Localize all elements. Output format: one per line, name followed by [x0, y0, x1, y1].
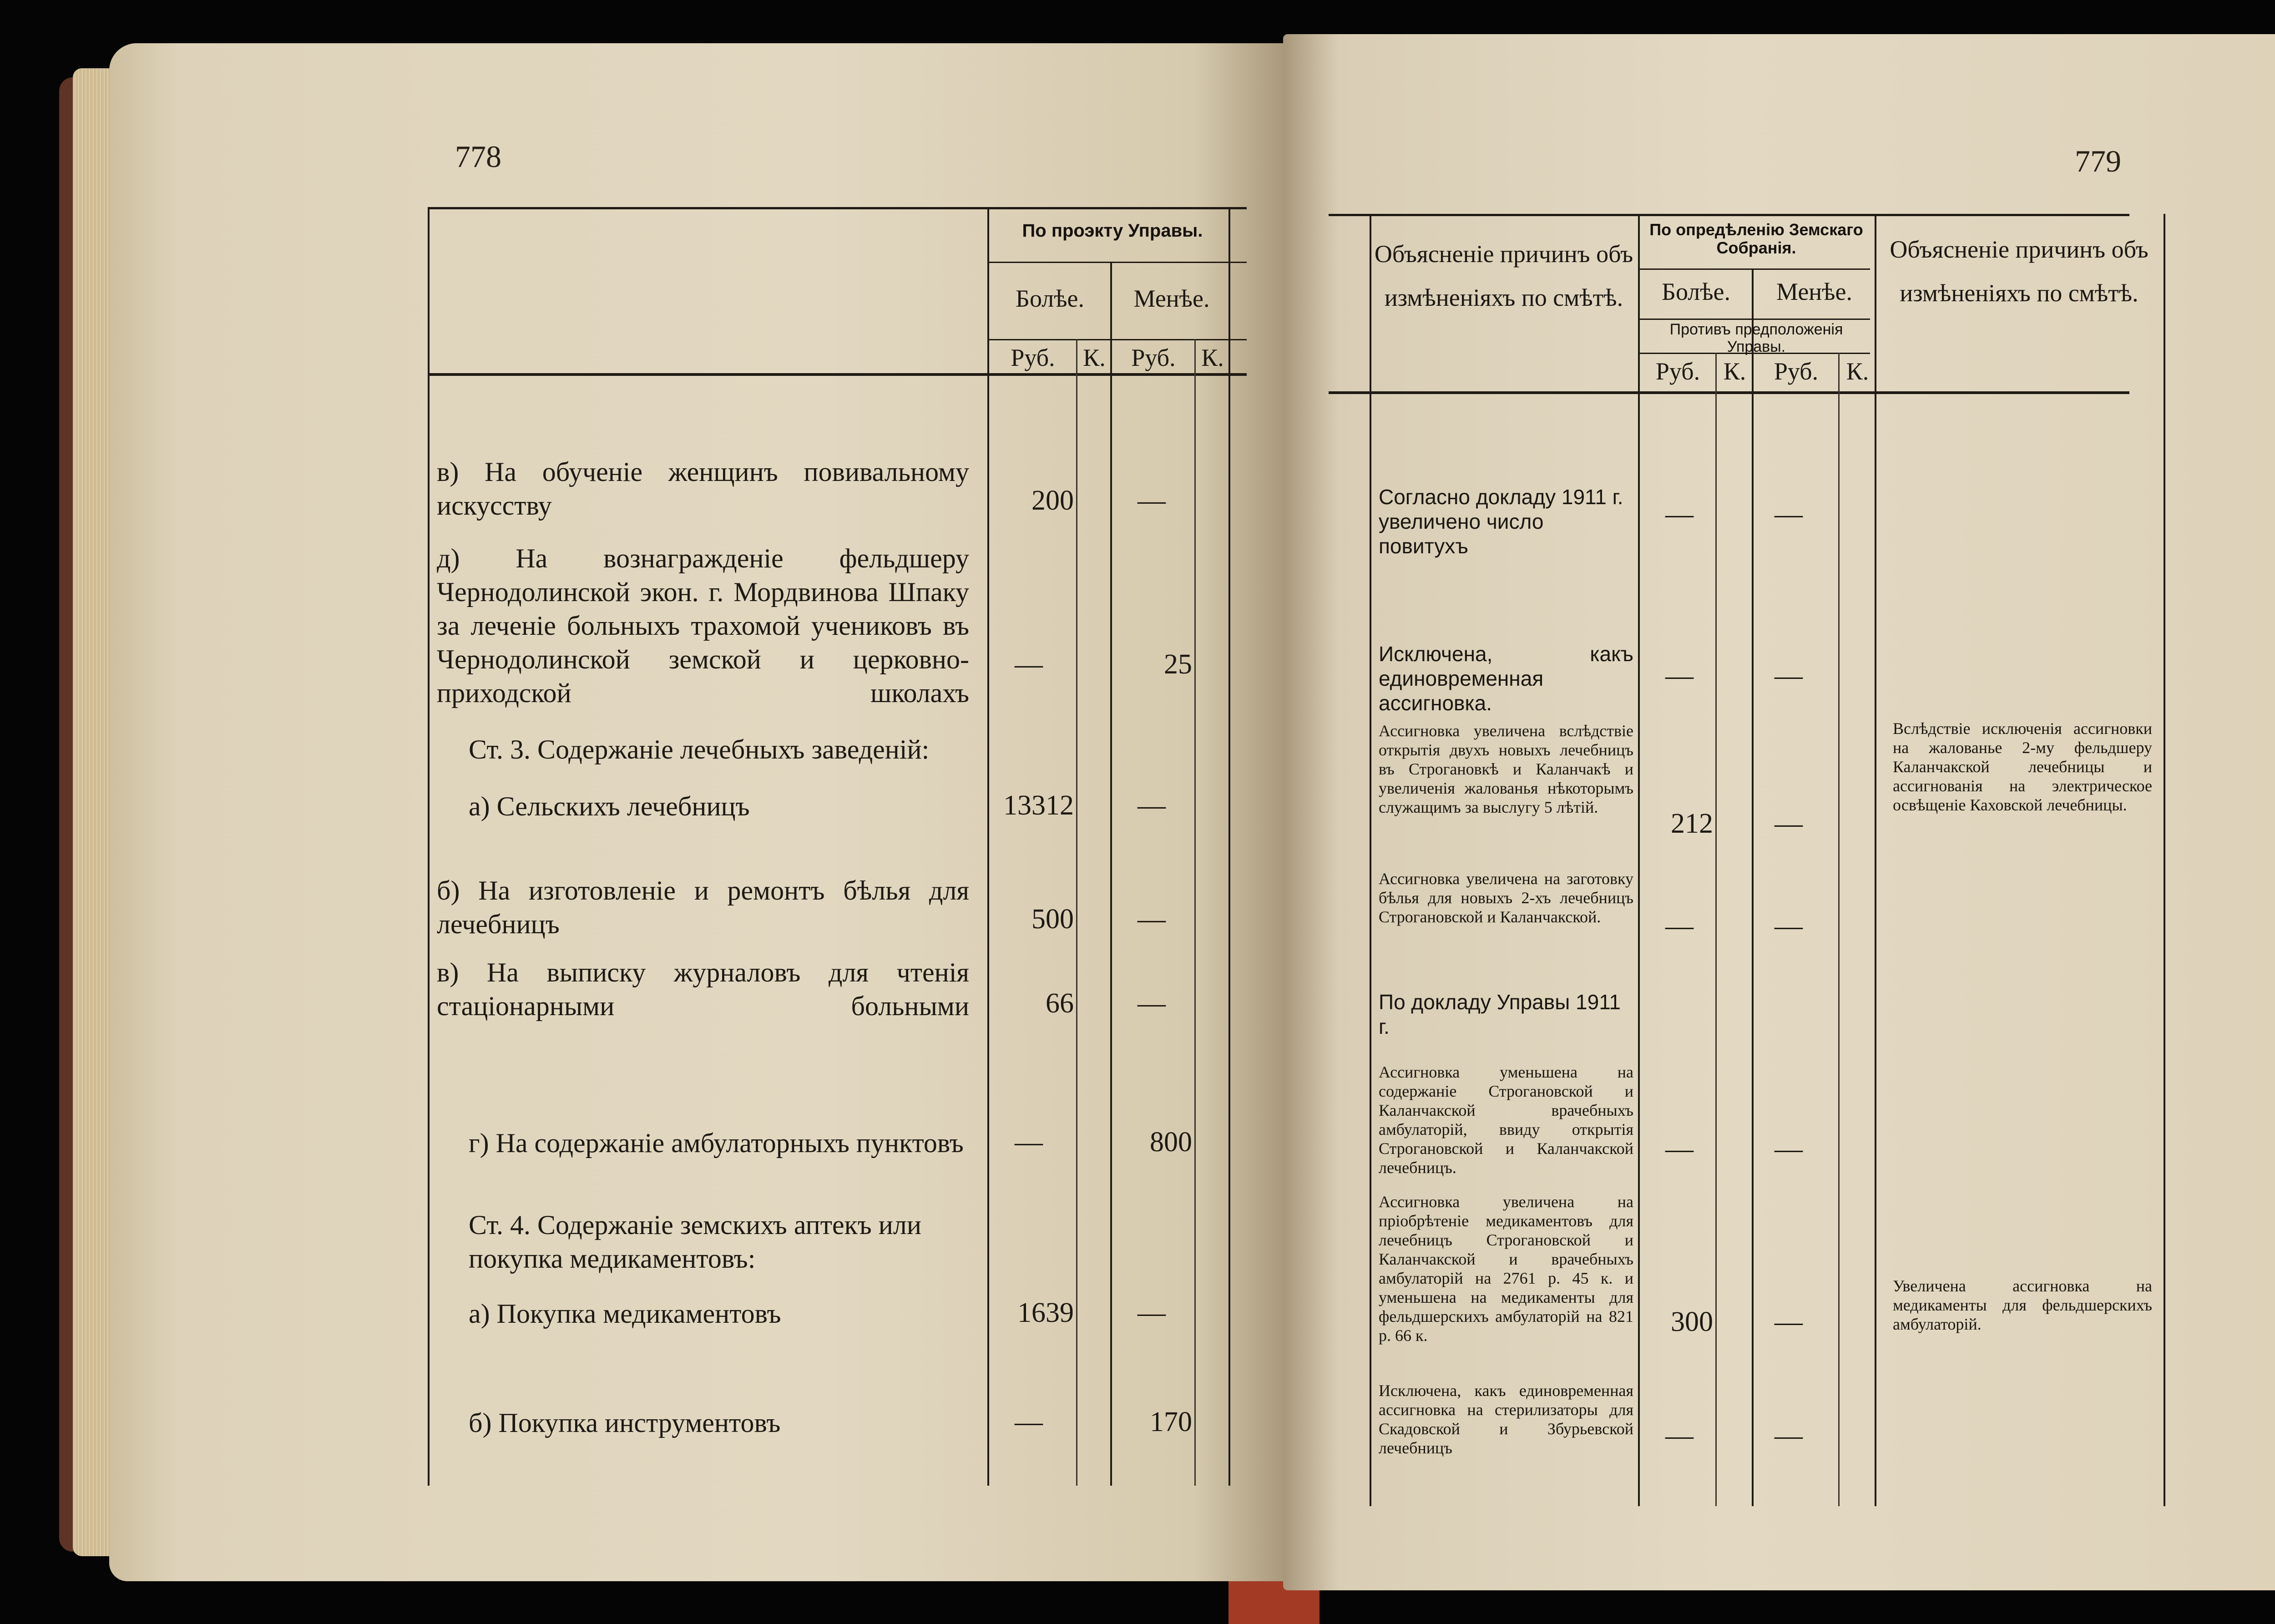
table-row: а) Сельскихъ лечебницъ: [469, 791, 750, 821]
row-more-value: —: [1665, 1133, 1694, 1164]
row-less-value: —: [1774, 499, 1803, 530]
header-rub: Руб.: [1011, 344, 1055, 371]
header-kop-2: К.: [1201, 344, 1224, 371]
header-subrule: [1638, 268, 1870, 270]
row-explanation: По докладу Управы 1911 г.: [1379, 990, 1621, 1038]
row-text: в) На выписку журналовъ для чтенія стаціонарными больными: [437, 957, 969, 1021]
row-less-value: —: [1774, 808, 1803, 839]
table-header-rule: [1329, 391, 2129, 394]
header-more: Болѣе.: [1015, 285, 1085, 312]
row-explanation: Исключена, какъ единовременная ассигновка на стерилизаторы для Скадовской и Збурьевской лечебницъ: [1379, 1381, 1633, 1457]
table-row: [437, 541, 969, 710]
header-kop: К.: [1723, 358, 1746, 385]
header-more: Болѣе.: [1661, 278, 1731, 305]
row-less-value: —: [1138, 1297, 1166, 1328]
header-kop: К.: [1083, 344, 1106, 371]
row-more-value: —: [1665, 911, 1694, 941]
row-less-value: 170: [1150, 1406, 1192, 1437]
col-divider-more: [987, 207, 989, 1486]
row-explanation: Исключена, какъ единовременная ассигновка.: [1379, 642, 1633, 715]
col-divider-explanation: [1370, 214, 1371, 1506]
col-divider-less: [1110, 262, 1112, 1486]
row-note: Вслѣдствіе исключенія ассигновки на жалованье 2-му фельдшеру Каланчакской лечебницы и ассигнованія на электрическое освѣщеніе Каховской лечебницы.: [1893, 719, 2152, 814]
row-more-value: 212: [1671, 808, 1713, 839]
col-divider-kop: [1076, 339, 1077, 1486]
header-project-title: По проэкту Управы.: [1022, 221, 1203, 241]
row-less-value: —: [1138, 904, 1166, 935]
table-row: [437, 455, 969, 522]
section-heading: Ст. 4. Содержаніе земскихъ аптекъ или покупка медикаментовъ:: [469, 1210, 921, 1274]
section-heading: Ст. 3. Содержаніе лечебныхъ заведеній:: [469, 734, 930, 764]
row-more-value: —: [1015, 1127, 1043, 1158]
header-against-proposal: Противъ предположенія Управы.: [1669, 321, 1843, 355]
row-less-value: 25: [1164, 649, 1192, 680]
row-text: б) На изготовленіе и ремонтъ бѣлья для лечебницъ: [437, 875, 969, 939]
table-row: [437, 874, 969, 941]
row-less-value: —: [1774, 911, 1803, 941]
col-divider-less: [1752, 268, 1754, 1506]
row-more-value: 13312: [1003, 790, 1074, 821]
row-more-value: —: [1015, 649, 1043, 680]
header-less: Менѣе.: [1776, 278, 1852, 305]
header-rub-2: Руб.: [1774, 358, 1819, 385]
row-more-value: 200: [1031, 485, 1074, 516]
header-subrule-2: [987, 339, 1247, 340]
row-explanation: Ассигновка увеличена на пріобрѣтеніе медикаментовъ для лечебницъ Строгановской и Каланчакской и врачебныхъ амбулаторій на 2761 р. 45 к. и уменьшена на медикаменты для фельдшерскихъ амбулаторій на 821 р. 66 к.: [1379, 1193, 1633, 1345]
row-more-value: —: [1665, 1420, 1694, 1451]
header-subrule: [987, 262, 1247, 263]
row-more-value: —: [1665, 660, 1694, 691]
row-less-value: —: [1774, 1420, 1803, 1451]
col-divider-note: [1875, 214, 1876, 1506]
table-row: б) Покупка инструментовъ: [469, 1408, 781, 1438]
table-row: а) Покупка медикаментовъ: [469, 1299, 781, 1329]
header-assembly-title: По опредѣленію Земскаго Собранія.: [1649, 220, 1863, 257]
row-more-value: 1639: [1017, 1297, 1074, 1328]
row-less-value: —: [1138, 988, 1166, 1019]
table-right-border: [2164, 214, 2165, 1506]
row-text: в) На обученіе женщинъ повивальному искусству: [437, 457, 969, 521]
page-number-left: 778: [455, 139, 501, 174]
header-explanation-2: Объясненіе причинъ объ измѣненіяхъ по смѣтѣ.: [1890, 236, 2149, 307]
table-header-rule: [428, 373, 1247, 376]
col-divider-kop: [1715, 353, 1717, 1506]
col-divider-kop2: [1838, 353, 1840, 1506]
row-more-value: 300: [1671, 1306, 1713, 1337]
row-more-value: —: [1665, 499, 1694, 530]
header-rub: Руб.: [1655, 358, 1700, 385]
header-subrule-2: [1638, 319, 1870, 320]
col-divider-more: [1638, 214, 1640, 1506]
row-more-value: 500: [1031, 904, 1074, 935]
header-kop-2: К.: [1846, 358, 1869, 385]
row-text: д) На вознагражденіе фельдшеру Чернодолинской экон. г. Мордвинова Шпаку за леченіе больныхъ трахомой учениковъ въ Чернодолинской земской и церковно-приходской школахъ: [437, 543, 969, 708]
header-explanation: Объясненіе причинъ объ измѣненіяхъ по смѣтѣ.: [1374, 240, 1633, 311]
table-top-rule: [428, 207, 1247, 209]
table-left-border: [428, 207, 430, 1486]
table-top-rule: [1329, 214, 2129, 216]
header-rub-2: Руб.: [1131, 344, 1176, 371]
row-more-value: 66: [1046, 988, 1074, 1019]
row-less-value: —: [1774, 1306, 1803, 1337]
row-less-value: —: [1774, 660, 1803, 691]
table-row: г) На содержаніе амбулаторныхъ пунктовъ: [469, 1128, 964, 1158]
table-row: [437, 956, 969, 1023]
row-explanation: Согласно докладу 1911 г. увеличено число повитухъ: [1379, 485, 1623, 558]
row-explanation: Ассигновка уменьшена на содержаніе Строгановской и Каланчакской врачебныхъ амбулаторій, ввиду открытія Строгановской и Каланчакской лечебницъ.: [1379, 1063, 1633, 1177]
row-note: Увеличена ассигновка на медикаменты для фельдшерскихъ амбулаторій.: [1893, 1277, 2152, 1333]
row-explanation: Ассигновка увеличена вслѣдствіе открытія двухъ новыхъ лечебницъ въ Строгановкѣ и Каланчакѣ и увеличенія жалованья нѣкоторымъ служащимъ за выслугу 5 лѣтій.: [1379, 722, 1633, 816]
row-less-value: —: [1774, 1133, 1803, 1164]
col-divider-kop2: [1194, 339, 1196, 1486]
row-less-value: —: [1138, 485, 1166, 516]
row-more-value: —: [1015, 1406, 1043, 1437]
header-less: Менѣе.: [1133, 285, 1210, 312]
row-explanation: Ассигновка увеличена на заготовку бѣлья для новыхъ 2-хъ лечебницъ Строгановской и Каланчакской.: [1379, 870, 1633, 926]
page-number-right: 779: [2075, 144, 2121, 178]
table-right-border: [1228, 207, 1230, 1486]
row-less-value: —: [1138, 790, 1166, 821]
row-less-value: 800: [1150, 1127, 1192, 1158]
